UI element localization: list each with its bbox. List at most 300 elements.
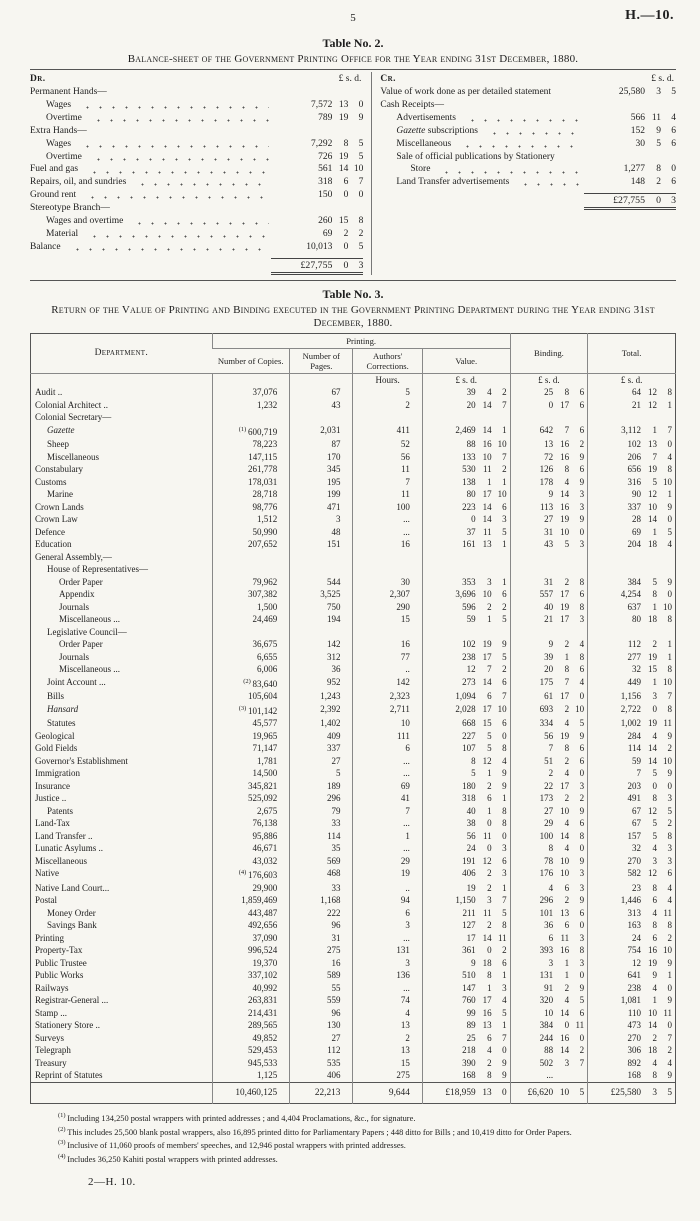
amount-lsd: 28 14 0 [632,514,672,525]
department-name: Railways [35,982,69,993]
department-row [31,792,676,805]
pages-cell: 87 [290,438,353,451]
pages-cell: 112 [290,1044,353,1057]
total-cell [588,676,676,691]
balance-sheet-credit-column [372,72,676,275]
amount-lsd: 0 17 6 [548,399,585,410]
amount-lsd: 273 14 6 [462,676,507,687]
binding-cell [510,638,588,651]
amount-lsd: 637 1 10 [627,601,672,612]
binding-cell [510,1019,588,1032]
total-cell [588,805,676,818]
corrections-cell: ... [353,767,422,780]
department-row [31,438,676,451]
department-row [31,919,676,932]
corrections-cell: ... [353,982,422,995]
total-cell [588,767,676,780]
ledger-row-label: Value of work done as per detailed statement [380,87,552,97]
header-binding: Binding. [510,333,588,373]
table3-header [31,333,676,373]
amount-lsd: 203 0 0 [627,780,672,791]
department-row [31,944,676,957]
amount-lsd: 7,572 13 0 [311,99,364,110]
department-name: Governor's Establishment [35,755,128,766]
value-cell [422,842,510,855]
amount-lsd: 175 7 4 [539,676,585,687]
total-cell [588,438,676,451]
corrections-cell: 142 [353,676,422,691]
corrections-cell: 6 [353,742,422,755]
department-name: Treasury [35,1057,67,1068]
amount-lsd: £25,580 3 5 [610,1087,672,1098]
amount-lsd: 31 2 8 [544,576,585,587]
amount-lsd: 557 17 6 [539,589,585,600]
ledger-row-label: Gazette subscriptions [396,125,478,136]
value-cell [422,676,510,691]
pages-cell: 544 [290,576,353,589]
binding-cell [510,438,588,451]
value-cell [422,703,510,718]
department-name: Sheep [47,439,69,450]
ledger-row [380,138,676,151]
pages-cell: 48 [290,526,353,539]
value-cell [422,919,510,932]
amount-lsd: 78 10 9 [544,855,585,866]
department-name: Crown Lands [35,501,84,512]
binding-cell [510,563,588,576]
corrections-cell: 100 [353,501,422,514]
copies-cell: 14,500 [212,767,290,780]
corrections-cell: 19 [353,867,422,882]
pages-cell: 3 [290,513,353,526]
corrections-cell: 111 [353,730,422,743]
amount-lsd: 789 19 9 [318,112,364,123]
pages-cell: 3,525 [290,588,353,601]
copies-cell: 36,675 [212,638,290,651]
pages-cell: 222 [290,907,353,920]
amount-lsd: 37 11 5 [466,526,507,537]
department-name: Crown Law [35,514,78,525]
department-row [31,424,676,439]
copies-cell: 337,102 [212,969,290,982]
ledger-row-label: Repairs, oil, and sundries [30,177,127,188]
department-name: Geological [35,730,75,741]
pages-cell: 27 [290,755,353,768]
department-name: Stationery Store .. [35,1020,100,1031]
department-name: Justice .. [35,793,67,804]
department-row [31,613,676,626]
copies-cell: 40,992 [212,982,290,995]
amount-lsd: 7 5 9 [636,768,672,779]
ledger-row [30,125,363,138]
total-cell [588,538,676,551]
amount-lsd: 7 8 6 [548,743,585,754]
amount-lsd: 107 5 8 [462,743,507,754]
department-row [31,894,676,907]
amount-lsd: 244 16 0 [539,1032,585,1043]
amount-lsd: 337 10 9 [627,501,672,512]
amount-lsd: 238 17 5 [462,651,507,662]
corrections-cell: 131 [353,944,422,957]
amount-lsd: 227 5 0 [462,730,507,741]
amount-lsd: 204 18 4 [627,539,672,550]
department-name: Native [35,868,59,879]
department-name: Miscellaneous [35,855,87,866]
pages-cell [290,551,353,564]
ledger-row-label: Material [46,228,79,239]
binding-cell [510,1007,588,1020]
binding-cell [510,1044,588,1057]
balance-sheet-debit-column [30,72,372,275]
department-row [31,817,676,830]
amount-lsd: 270 3 3 [627,855,672,866]
total-cell [588,730,676,743]
amount-lsd: 260 15 8 [318,216,364,227]
total-cell [588,894,676,907]
department-name: Colonial Secretary— [35,412,112,423]
pages-cell: 1,168 [290,894,353,907]
total-cell [588,576,676,589]
amount-lsd: 510 8 1 [462,970,507,981]
department-name: Gazette [47,424,75,435]
amount-lsd: 24 6 2 [632,932,672,943]
pages-cell: 406 [290,1069,353,1082]
department-name: Land Transfer .. [35,830,93,841]
department-row [31,742,676,755]
copies-cell: 6,006 [212,663,290,676]
copies-cell [212,411,290,424]
amount-lsd: 206 7 4 [627,451,672,462]
total-cell [588,526,676,539]
department-row [31,982,676,995]
amount-lsd: 3,112 1 7 [621,424,672,435]
binding-cell [510,588,588,601]
amount-lsd: 112 2 1 [627,639,672,650]
total-cell [588,563,676,576]
total-cell [588,969,676,982]
dot-leader [131,215,269,228]
value-cell [422,526,510,539]
amount-lsd: 10 14 6 [544,1007,585,1018]
total-binding [510,1082,588,1104]
amount-lsd: 25 6 7 [466,1032,507,1043]
total-cell [588,817,676,830]
pages-cell: 589 [290,969,353,982]
ledger-row [380,125,676,138]
ledger-row [30,86,363,99]
amount-lsd: 21 12 1 [632,399,672,410]
amount-lsd: 211 11 5 [462,907,507,918]
amount-lsd: 99 16 5 [466,1007,507,1018]
amount-lsd: £27,755 0 3 [271,258,363,275]
department-name: Native Land Court... [35,882,110,893]
total-cell [588,982,676,995]
total-cell [588,626,676,639]
amount-lsd: 12 19 9 [632,957,672,968]
corrections-cell: 5 [353,386,422,399]
pages-cell: 409 [290,730,353,743]
binding-cell [510,601,588,614]
department-name: Miscellaneous ... [59,664,120,675]
amount-lsd: 334 4 5 [539,718,585,729]
table2-subtitle: Balance-sheet of the Government Printing Office for the Year ending 31st December, 1880. [127,53,579,65]
total-cell [588,994,676,1007]
department-name: Journals [59,601,89,612]
amount-lsd: 64 12 8 [632,387,672,398]
value-cell [422,638,510,651]
total-cell [588,1069,676,1082]
department-row [31,994,676,1007]
total-cell [588,690,676,703]
corrections-cell [353,626,422,639]
binding-cell [510,613,588,626]
copies-cell: 263,831 [212,994,290,1007]
department-row [31,957,676,970]
credit-currency-header: £ s. d. [651,74,674,84]
copies-cell: 1,232 [212,399,290,412]
amount-lsd: 473 14 0 [627,1020,672,1031]
document-reference: H.—10. [625,8,674,23]
ledger-row [30,189,363,202]
total-corrections: 9,644 [353,1082,422,1104]
corrections-cell: 1 [353,830,422,843]
copies-cell: 492,656 [212,919,290,932]
page-footer: 2—H. 10. [88,1175,136,1188]
ledger-row-label: Miscellaneous [396,138,452,149]
value-cell [422,651,510,664]
amount-lsd: 40 1 8 [466,805,507,816]
amount-lsd: 318 6 7 [318,177,364,188]
corrections-cell: 11 [353,488,422,501]
corrections-cell: 15 [353,1057,422,1070]
amount-lsd: 4 6 3 [548,882,585,893]
amount-lsd: 313 4 11 [627,907,672,918]
corrections-cell: ... [353,755,422,768]
total-pages: 22,213 [290,1082,353,1104]
copies-cell: 307,382 [212,588,290,601]
copies-cell [212,626,290,639]
ledger-row [30,215,363,228]
pages-cell [290,411,353,424]
amount-lsd: 110 10 11 [627,1007,672,1018]
value-cell [422,563,510,576]
total-value [422,1082,510,1104]
debit-label: Dr. [30,74,46,84]
copies-cell: 289,565 [212,1019,290,1032]
pages-cell: 189 [290,780,353,793]
amount-lsd: 19 2 1 [466,882,507,893]
department-row [31,805,676,818]
pages-cell: 535 [290,1057,353,1070]
department-row [31,1019,676,1032]
corrections-cell: 16 [353,538,422,551]
total-cell [588,451,676,464]
ledger-row-label: Advertisements [396,112,457,123]
pages-cell [290,626,353,639]
binding-cell [510,399,588,412]
department-row [31,676,676,691]
ledger-row [30,241,363,254]
amount-lsd: 17 14 11 [466,932,507,943]
amount-lsd: 113 16 3 [540,501,585,512]
binding-cell [510,690,588,703]
dot-leader [464,112,582,125]
corrections-cell: 52 [353,438,422,451]
department-name: Postal [35,895,58,906]
department-name: Registrar-General ... [35,995,109,1006]
pages-cell: 952 [290,676,353,691]
ledger-row-label: Wages [46,138,72,149]
amount-lsd: 270 2 7 [627,1032,672,1043]
amount-lsd: 641 9 1 [627,970,672,981]
total-cell [588,399,676,412]
total-cell [588,1057,676,1070]
copies-cell: $^{(1)}$ 600,719 [212,424,290,439]
amount-lsd: 180 2 9 [462,780,507,791]
binding-cell [510,867,588,882]
department-name: Constabulary [35,464,83,475]
ledger-row-label: Overtime [46,151,82,162]
pages-cell: 559 [290,994,353,1007]
corrections-cell: 11 [353,463,422,476]
amount-lsd: 126 8 6 [539,464,585,475]
pages-cell: 67 [290,386,353,399]
ledger-row-label: Sale of official publications by Stationery [396,151,555,162]
binding-cell [510,663,588,676]
binding-cell [510,476,588,489]
amount-lsd: 22 17 3 [544,780,585,791]
amount-lsd: 59 14 10 [632,755,672,766]
amount-lsd: 40 19 8 [544,601,585,612]
total-cell [588,513,676,526]
currency-unit: £ s. d. [422,373,510,386]
dot-leader [486,125,582,138]
total-cell [588,651,676,664]
total-cell [588,944,676,957]
corrections-cell: 69 [353,780,422,793]
copies-cell: 1,859,469 [212,894,290,907]
value-cell [422,882,510,895]
pages-cell: 296 [290,792,353,805]
pages-cell: 1,402 [290,717,353,730]
amount-lsd: 5 1 9 [471,768,507,779]
amount-lsd: 131 1 0 [539,970,585,981]
total-cell [588,1032,676,1045]
department-row [31,755,676,768]
copies-cell: 105,604 [212,690,290,703]
corrections-cell: 94 [353,894,422,907]
copies-cell: 525,092 [212,792,290,805]
amount-lsd: 7,292 8 5 [311,138,364,149]
corrections-cell: ... [353,932,422,945]
amount-lsd: 100 14 8 [539,830,585,841]
department-row [31,969,676,982]
department-name: General Assembly,— [35,551,112,562]
amount-lsd: 133 10 7 [462,451,507,462]
amount-lsd: 642 7 6 [539,424,585,435]
binding-cell [510,830,588,843]
department-row [31,463,676,476]
pages-cell: 5 [290,767,353,780]
value-cell [422,613,510,626]
amount-lsd: 39 1 8 [544,651,585,662]
footnote: $^{(4)}$ Includes 36,250 Kahiti postal wrappers with printed addresses. [58,1153,278,1164]
amount-lsd: 91 2 9 [544,982,585,993]
ledger-row [380,99,676,112]
department-row [31,551,676,564]
value-cell [422,1032,510,1045]
corrections-cell: .. [353,663,422,676]
amount-lsd: 69 2 2 [322,228,364,239]
department-name: Order Paper [59,576,103,587]
total-cell [588,1044,676,1057]
amount-lsd: 89 13 1 [466,1020,507,1031]
amount-lsd: 150 0 0 [318,190,364,201]
department-row [31,1069,676,1082]
department-row [31,730,676,743]
debit-currency-header: £ s. d. [338,74,362,84]
amount-lsd: 656 19 8 [627,464,672,475]
dot-leader [438,163,582,176]
header-number-of-copies: Number of Copies. [212,348,290,373]
binding-cell [510,982,588,995]
amount-lsd: 13 16 2 [544,439,585,450]
page-header [30,8,676,30]
pages-cell: 195 [290,476,353,489]
department-name: Stamp ... [35,1007,68,1018]
department-name: Audit .. [35,387,63,398]
amount-lsd: 27 19 9 [544,514,585,525]
department-name: Miscellaneous ... [59,614,120,625]
department-row [31,780,676,793]
ledger-row [30,99,363,112]
department-row [31,526,676,539]
value-cell [422,855,510,868]
pages-cell: 569 [290,855,353,868]
total-cell [588,424,676,439]
department-name: Joint Account ... [47,676,106,687]
copies-cell: 1,500 [212,601,290,614]
amount-lsd: 6 11 3 [548,932,585,943]
binding-cell [510,944,588,957]
header-department: Department. [31,333,213,373]
binding-cell [510,907,588,920]
ledger-row-label: Land Transfer advertisements [396,177,510,188]
value-cell [422,932,510,945]
amount-lsd: 23 8 4 [632,882,672,893]
amount-lsd: 178 4 9 [539,476,585,487]
amount-lsd: 561 14 10 [318,164,364,175]
value-cell [422,424,510,439]
amount-lsd: 316 5 10 [627,476,672,487]
amount-lsd: 56 19 9 [544,730,585,741]
binding-cell [510,551,588,564]
value-cell [422,488,510,501]
pages-cell: 114 [290,830,353,843]
department-name: Land-Tax [35,818,70,829]
copies-cell: 214,431 [212,1007,290,1020]
department-row [31,767,676,780]
value-cell [422,1044,510,1057]
corrections-cell: 15 [353,613,422,626]
amount-lsd: 168 8 9 [627,1070,672,1081]
copies-cell: 95,886 [212,830,290,843]
corrections-cell: ... [353,513,422,526]
credit-rows [380,86,676,189]
binding-cell [510,932,588,945]
dot-leader [84,189,269,202]
department-row [31,386,676,399]
